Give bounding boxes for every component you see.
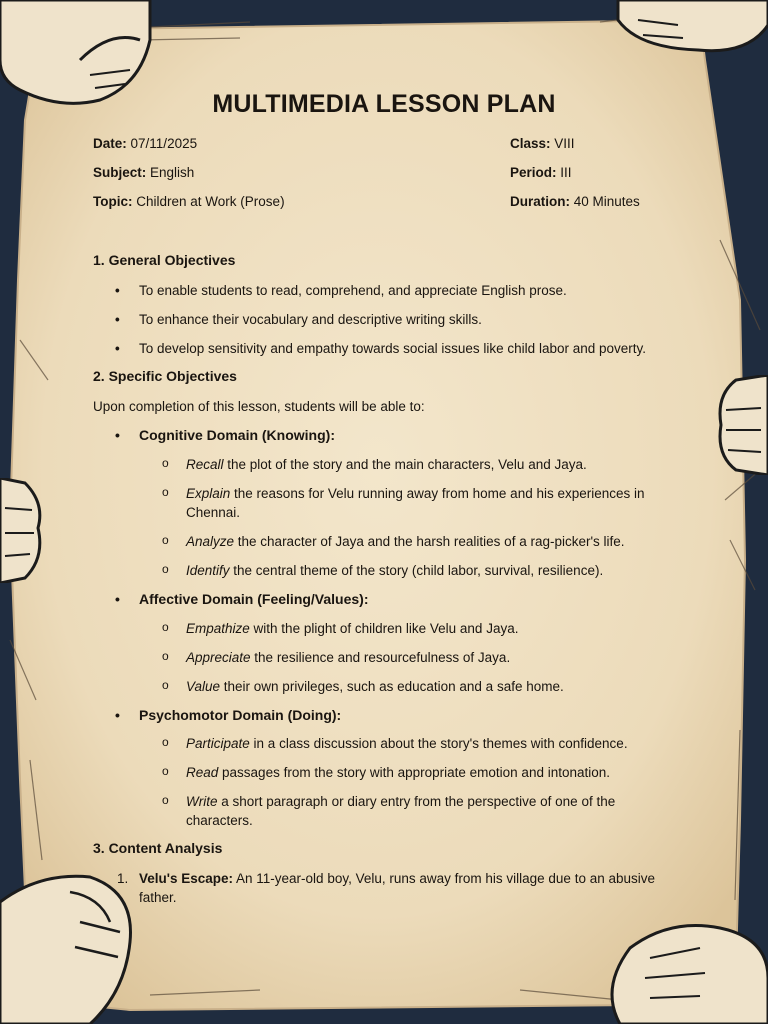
subject-field: Subject: English xyxy=(93,165,195,180)
topic-value: Children at Work (Prose) xyxy=(136,194,285,209)
general-objectives-heading: 1. General Objectives xyxy=(93,252,236,268)
list-item: • To enable students to read, comprehend, and appreciate English prose. xyxy=(139,281,699,300)
list-item: 1. Velu's Escape: An 11-year-old boy, Velu, runs away from his village due to an abusive father. xyxy=(139,869,679,907)
list-item: • To develop sensitivity and empathy towards social issues like child labor and poverty. xyxy=(139,339,699,358)
affective-domain-label: • Affective Domain (Feeling/Values): xyxy=(139,590,369,609)
class-field: Class: VIII xyxy=(510,136,575,151)
psychomotor-domain-label: • Psychomotor Domain (Doing): xyxy=(139,706,341,725)
list-item: o Read passages from the story with appropriate emotion and intonation. xyxy=(186,763,676,782)
list-item: o Analyze the character of Jaya and the harsh realities of a rag-picker's life. xyxy=(186,532,676,551)
list-item: o Empathize with the plight of children like Velu and Jaya. xyxy=(186,619,676,638)
list-item: • To enhance their vocabulary and descriptive writing skills. xyxy=(139,310,699,329)
list-item: o Recall the plot of the story and the main characters, Velu and Jaya. xyxy=(186,455,676,474)
list-item: o Write a short paragraph or diary entry from the perspective of one of the characters. xyxy=(186,792,676,830)
date-value: 07/11/2025 xyxy=(130,136,198,151)
list-item: o Participate in a class discussion about the story's themes with confidence. xyxy=(186,734,676,753)
specific-objectives-heading: 2. Specific Objectives xyxy=(93,368,237,384)
list-item: o Identify the central theme of the story (child labor, survival, resilience). xyxy=(186,561,676,580)
duration-value: 40 Minutes xyxy=(573,194,640,209)
class-value: VIII xyxy=(554,136,575,151)
cognitive-domain-label: • Cognitive Domain (Knowing): xyxy=(139,426,335,445)
specific-intro: Upon completion of this lesson, students will be able to: xyxy=(93,399,425,414)
content-analysis-heading: 3. Content Analysis xyxy=(93,840,223,856)
duration-field: Duration: 40 Minutes xyxy=(510,194,640,209)
topic-field: Topic: Children at Work (Prose) xyxy=(93,194,285,209)
subject-value: English xyxy=(150,165,195,180)
list-item: o Explain the reasons for Velu running away from home and his experiences in Chennai. xyxy=(186,484,676,522)
list-item: o Appreciate the resilience and resourcefulness of Jaya. xyxy=(186,648,676,667)
list-item: o Value their own privileges, such as education and a safe home. xyxy=(186,677,676,696)
page-title: MULTIMEDIA LESSON PLAN xyxy=(212,90,556,118)
period-value: III xyxy=(560,165,572,180)
period-field: Period: III xyxy=(510,165,572,180)
date-field: Date: 07/11/2025 xyxy=(93,136,198,151)
